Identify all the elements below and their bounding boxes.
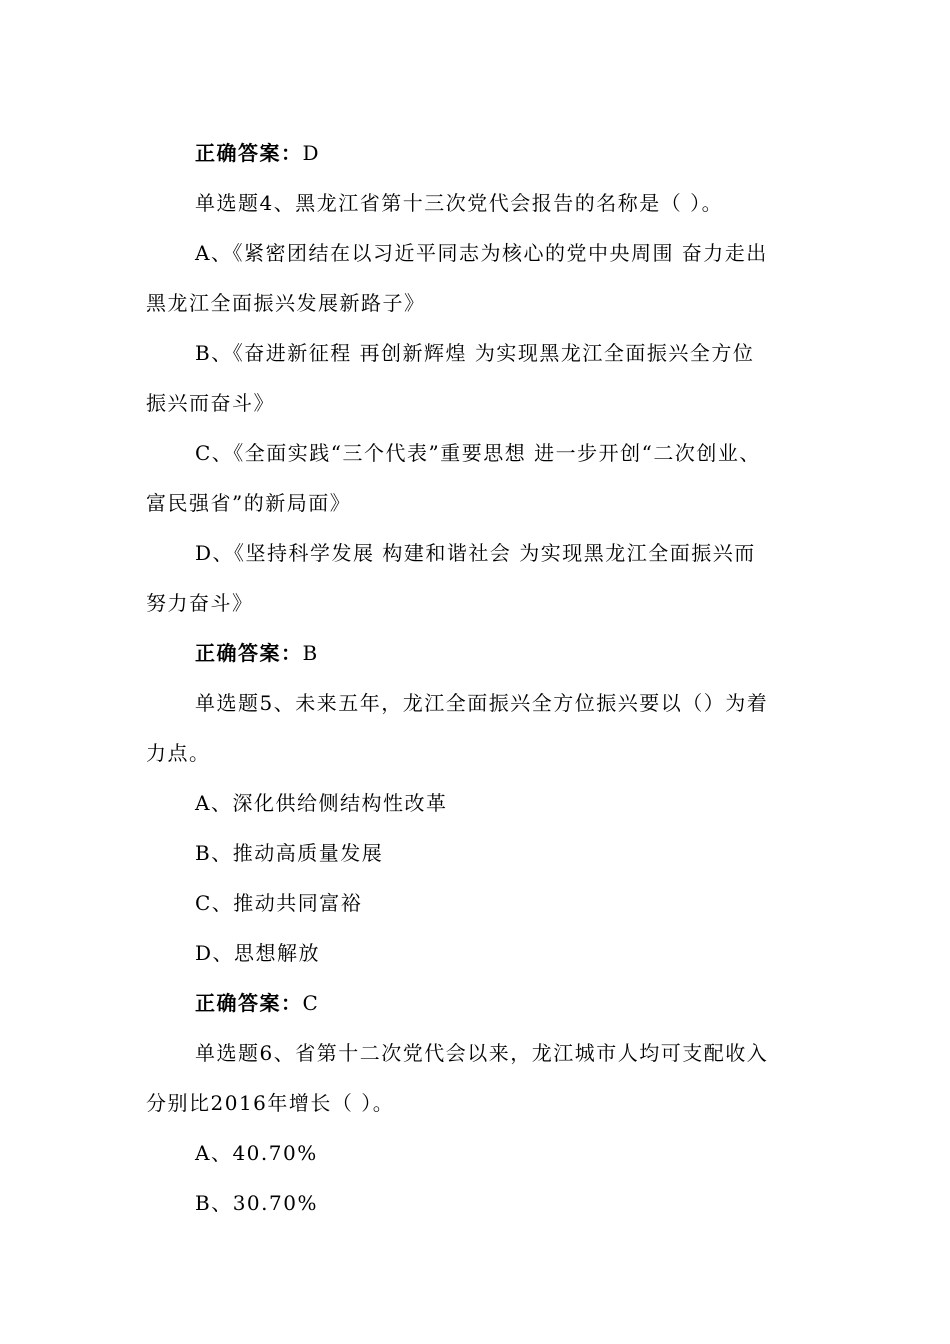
option-text: C、《全面实践“三个代表”重要思想 进一步开创“二次创业、 xyxy=(195,441,761,465)
question-text: 单选题5、未来五年，龙江全面振兴全方位振兴要以（）为着 xyxy=(195,691,769,715)
option-text: C、推动共同富裕 xyxy=(195,891,363,915)
option-text-continued: 振兴而奋斗》 xyxy=(146,391,275,415)
answer-value: B xyxy=(302,641,319,665)
option-text: B、推动高质量发展 xyxy=(195,841,384,865)
option-text: A、深化供给侧结构性改革 xyxy=(195,791,448,815)
answer-line xyxy=(195,140,320,166)
option-text-continued: 富民强省”的新局面》 xyxy=(146,491,352,515)
option-text: D、思想解放 xyxy=(195,941,321,965)
option-text: B、30.70% xyxy=(195,1191,318,1215)
question-text: 单选题4、黑龙江省第十三次党代会报告的名称是（ ）。 xyxy=(195,191,724,215)
option-text: A、40.70% xyxy=(195,1141,318,1165)
option-text: A、《紧密团结在以习近平同志为核心的党中央周围 奋力走出 xyxy=(195,241,768,265)
option-text-continued: 努力奋斗》 xyxy=(146,591,254,615)
answer-label: 正确答案： xyxy=(195,641,303,665)
answer-value: D xyxy=(302,141,321,165)
answer-line xyxy=(195,990,319,1016)
option-text-continued: 黑龙江全面振兴发展新路子》 xyxy=(146,291,426,315)
option-text: B、《奋进新征程 再创新辉煌 为实现黑龙江全面振兴全方位 xyxy=(195,341,755,365)
question-text-continued: 分别比2016年增长（ ）。 xyxy=(146,1091,395,1115)
answer-value: C xyxy=(302,991,320,1015)
question-text: 单选题6、省第十二次党代会以来，龙江城市人均可支配收入 xyxy=(195,1041,769,1065)
question-text-continued: 力点。 xyxy=(146,741,211,765)
answer-label: 正确答案： xyxy=(195,141,303,165)
answer-line xyxy=(195,640,319,666)
option-text: D、《坚持科学发展 构建和谐社会 为实现黑龙江全面振兴而 xyxy=(195,541,756,565)
answer-label: 正确答案： xyxy=(195,991,303,1015)
